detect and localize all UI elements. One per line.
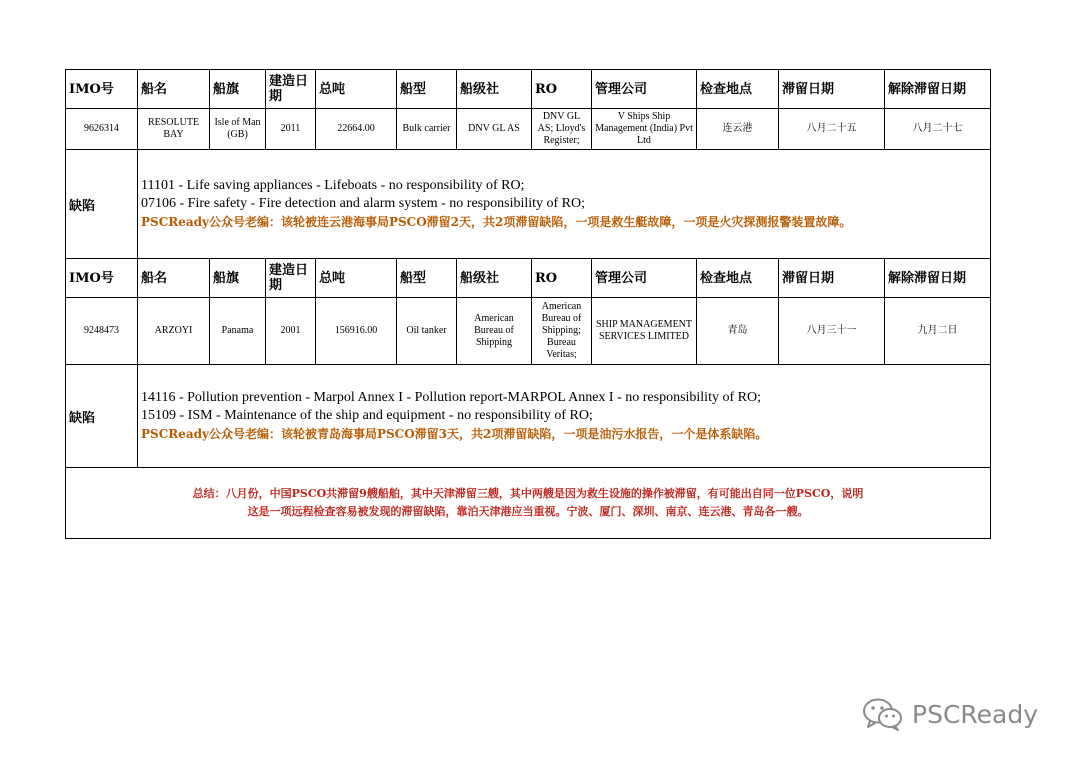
cell-manager: SHIP MANAGEMENT SERVICES LIMITED <box>592 298 697 365</box>
cell-built: 2001 <box>266 298 316 365</box>
header-built: 建造日期 <box>266 259 316 298</box>
cell-ro: DNV GL AS; Lloyd's Register; <box>532 109 592 150</box>
cell-manager: V Ships Ship Management (India) Pvt Ltd <box>592 109 697 150</box>
header-ro: RO <box>532 259 592 298</box>
summary-line: 这是一项远程检查容易被发现的滞留缺陷，靠泊天津港应当重视。宁波、厦门、深圳、南京、连云港、青岛各一艘。 <box>247 505 809 518</box>
cell-place: 连云港 <box>697 109 779 150</box>
header-ship-name: 船名 <box>138 70 210 109</box>
cell-release-date: 八月二十七 <box>885 109 991 150</box>
header-place: 检查地点 <box>697 259 779 298</box>
summary <box>66 468 991 539</box>
ship-row <box>66 109 991 150</box>
cell-built: 2011 <box>266 109 316 150</box>
cell-detention-date: 八月三十一 <box>779 298 885 365</box>
editor-note: PSCReady公众号老编：该轮被青岛海事局PSCO滞留3天，共2项滞留缺陷，一项是油污水报告，一个是体系缺陷。 <box>141 427 768 441</box>
header-place: 检查地点 <box>697 70 779 109</box>
header-ship-type: 船型 <box>397 259 457 298</box>
header-flag: 船旗 <box>210 70 266 109</box>
cell-flag: Panama <box>210 298 266 365</box>
cell-place: 青岛 <box>697 298 779 365</box>
summary-line: 总结：八月份，中国PSCO共滞留9艘船舶，其中天津滞留三艘，其中两艘是因为救生设施的操作被滞留，有可能出自同一位PSCO，说明 <box>192 487 864 500</box>
header-gt: 总吨 <box>316 70 397 109</box>
header-manager: 管理公司 <box>592 259 697 298</box>
cell-class: American Bureau of Shipping <box>457 298 532 365</box>
defect-label: 缺陷 <box>66 365 138 468</box>
header-class: 船级社 <box>457 70 532 109</box>
detention-table <box>65 69 991 539</box>
cell-flag: Isle of Man (GB) <box>210 109 266 150</box>
wechat-icon <box>862 697 904 731</box>
summary-row <box>66 468 991 539</box>
watermark-text: PSCReady <box>912 699 1039 729</box>
header-imo: IMO号 <box>66 259 138 298</box>
header-release-date: 解除滞留日期 <box>885 70 991 109</box>
header-manager: 管理公司 <box>592 70 697 109</box>
header-row <box>66 70 991 109</box>
header-release-date: 解除滞留日期 <box>885 259 991 298</box>
header-ship-type: 船型 <box>397 70 457 109</box>
header-row <box>66 259 991 298</box>
defect-item: 07106 - Fire safety - Fire detection and alarm system - no responsibility of RO; <box>141 196 586 211</box>
header-built: 建造日期 <box>266 70 316 109</box>
defect-label: 缺陷 <box>66 150 138 259</box>
defect-item: 15109 - ISM - Maintenance of the ship and equipment - no responsibility of RO; <box>141 408 593 423</box>
defect-item: 14116 - Pollution prevention - Marpol Annex I - Pollution report-MARPOL Annex I - no responsibility of RO; <box>141 390 761 405</box>
header-ro: RO <box>532 70 592 109</box>
cell-gt: 156916.00 <box>316 298 397 365</box>
header-detention-date: 滞留日期 <box>779 259 885 298</box>
cell-ship-type: Bulk carrier <box>397 109 457 150</box>
header-flag: 船旗 <box>210 259 266 298</box>
cell-ro: American Bureau of Shipping; Bureau Veritas; <box>532 298 592 365</box>
cell-imo: 9248473 <box>66 298 138 365</box>
cell-ship-type: Oil tanker <box>397 298 457 365</box>
cell-gt: 22664.00 <box>316 109 397 150</box>
defect-details <box>138 150 991 259</box>
defect-row <box>66 150 991 259</box>
header-class: 船级社 <box>457 259 532 298</box>
ship-row <box>66 298 991 365</box>
cell-class: DNV GL AS <box>457 109 532 150</box>
header-gt: 总吨 <box>316 259 397 298</box>
cell-ship-name: ARZOYI <box>138 298 210 365</box>
cell-ship-name: RESOLUTE BAY <box>138 109 210 150</box>
cell-imo: 9626314 <box>66 109 138 150</box>
header-ship-name: 船名 <box>138 259 210 298</box>
defect-item: 11101 - Life saving appliances - Lifeboats - no responsibility of RO; <box>141 178 525 193</box>
header-imo: IMO号 <box>66 70 138 109</box>
cell-release-date: 九月二日 <box>885 298 991 365</box>
defect-row <box>66 365 991 468</box>
editor-note: PSCReady公众号老编：该轮被连云港海事局PSCO滞留2天，共2项滞留缺陷，一项是救生艇故障，一项是火灾探测报警装置故障。 <box>141 215 852 229</box>
defect-details <box>138 365 991 468</box>
watermark <box>862 694 1038 734</box>
cell-detention-date: 八月二十五 <box>779 109 885 150</box>
header-detention-date: 滞留日期 <box>779 70 885 109</box>
